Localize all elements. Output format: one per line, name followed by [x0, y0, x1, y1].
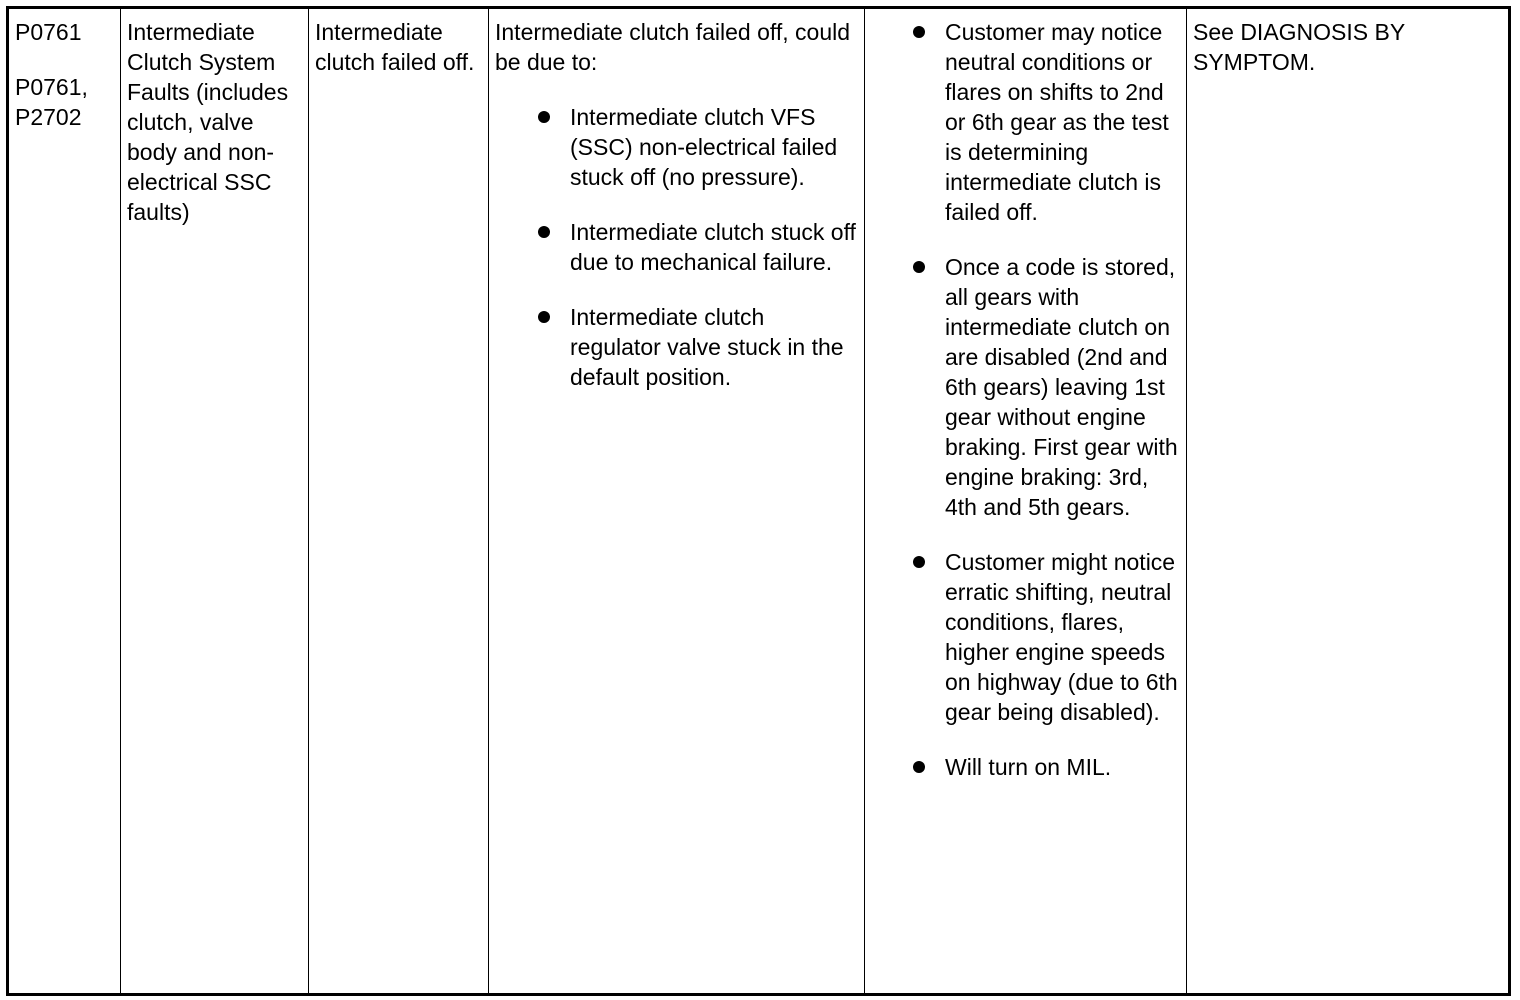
list-item — [570, 102, 858, 192]
cause-text: Intermediate clutch VFS (SSC) non-electrical failed stuck off (no pressure). — [570, 104, 838, 190]
bullet-icon — [538, 226, 550, 238]
list-item — [945, 547, 1180, 727]
causes-list — [495, 102, 858, 392]
symptoms-cell — [865, 8, 1187, 995]
symptom-text: Will turn on MIL. — [945, 754, 1112, 780]
symptoms-list — [871, 17, 1180, 782]
action-cell — [1187, 8, 1510, 995]
bullet-icon — [913, 261, 925, 273]
bullet-icon — [913, 556, 925, 568]
list-item — [945, 17, 1180, 227]
condition-cell — [309, 8, 489, 995]
possible-causes-cell — [489, 8, 865, 995]
dtc-codes-cell — [8, 8, 121, 995]
dtc-table — [6, 6, 1511, 996]
cause-text: Intermediate clutch stuck off due to mechanical failure. — [570, 219, 856, 275]
list-item — [945, 252, 1180, 522]
dtc-code: P0761 — [15, 19, 82, 45]
description-cell — [121, 8, 309, 995]
bullet-icon — [913, 761, 925, 773]
dtc-code: P2702 — [15, 104, 82, 130]
symptom-text: Once a code is stored, all gears with intermediate clutch on are disabled (2nd and 6th gears) leaving 1st gear without engine braking. First gear with engine braking: 3rd, 4th and 5th gears. — [945, 254, 1178, 520]
table-row — [8, 8, 1510, 995]
action-text: See DIAGNOSIS BY SYMPTOM. — [1193, 19, 1405, 75]
dtc-description: Intermediate Clutch System Faults (includes clutch, valve body and non-electrical SSC faults) — [127, 19, 289, 225]
cause-text: Intermediate clutch regulator valve stuck in the default position. — [570, 304, 844, 390]
list-item — [945, 752, 1180, 782]
list-item — [570, 217, 858, 277]
bullet-icon — [538, 111, 550, 123]
bullet-icon — [538, 311, 550, 323]
list-item — [570, 302, 858, 392]
symptom-text: Customer might notice erratic shifting, neutral conditions, flares, higher engine speeds on highway (due to 6th gear being disabled). — [945, 549, 1178, 725]
bullet-icon — [913, 26, 925, 38]
dtc-condition: Intermediate clutch failed off. — [315, 19, 475, 75]
causes-intro: Intermediate clutch failed off, could be due to: — [495, 19, 851, 75]
dtc-code: P0761, — [15, 74, 88, 100]
symptom-text: Customer may notice neutral conditions or flares on shifts to 2nd or 6th gear as the test is determining intermediate clutch is failed off. — [945, 19, 1169, 225]
